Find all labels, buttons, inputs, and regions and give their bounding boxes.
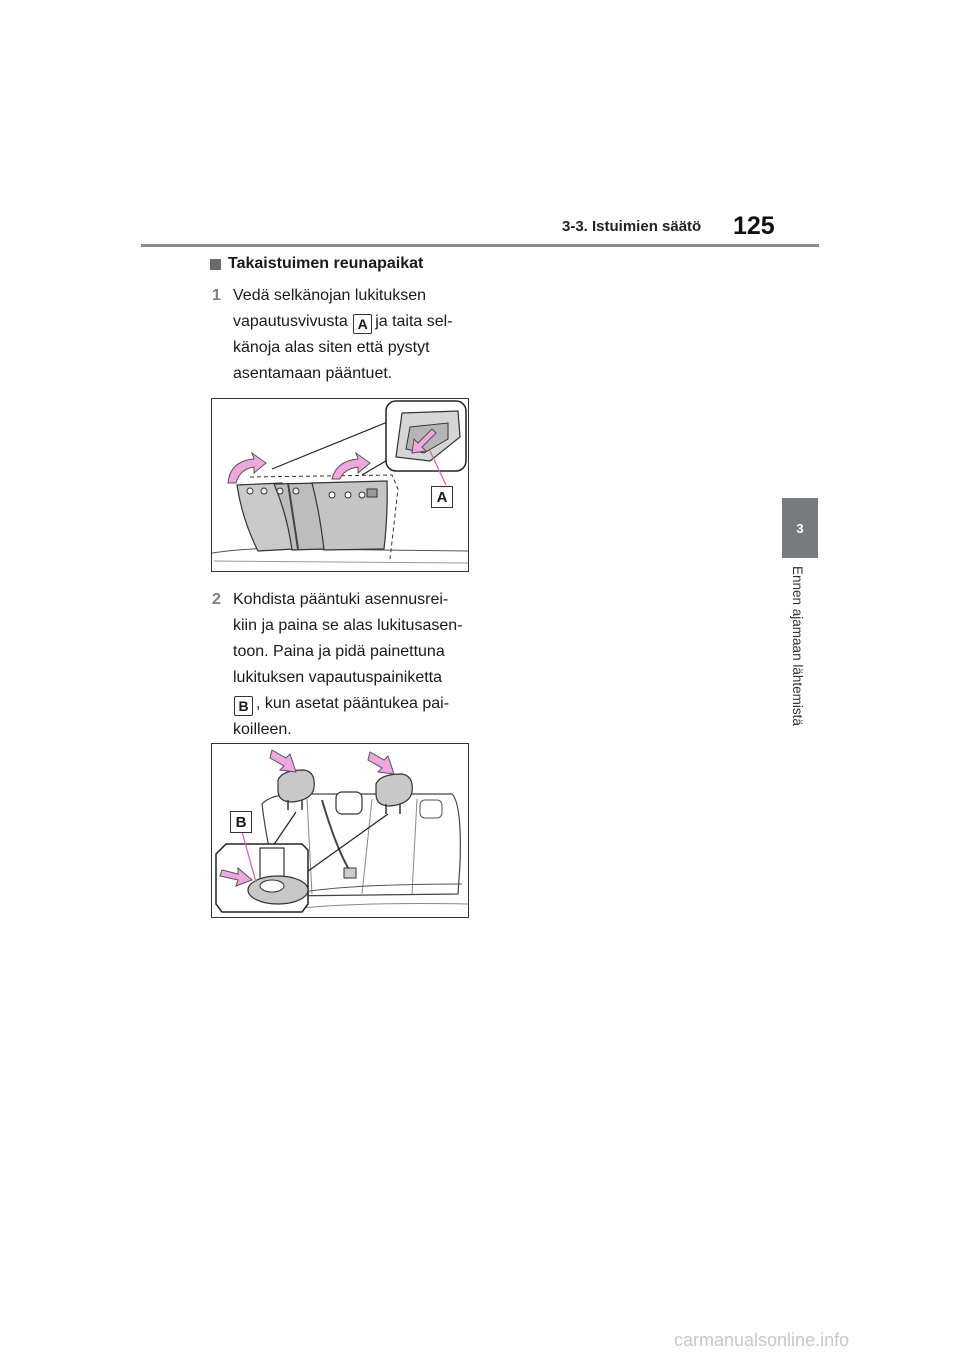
footer-watermark: carmanualsonline.info [674, 1330, 850, 1350]
callout-label-a: A [431, 486, 453, 508]
step-line: Vedä selkänojan lukituksen [233, 287, 427, 304]
figure-headrest-install [211, 743, 469, 918]
chapter-side-label [790, 566, 810, 756]
headrest-hole-icon [345, 492, 351, 498]
chapter-tab [782, 498, 818, 558]
section-heading [210, 255, 423, 273]
step-line: toon. Paina ja pidä painettuna [233, 643, 445, 660]
fold-arrow-left-icon [228, 453, 266, 483]
headrest-hole-icon [293, 488, 299, 494]
headrest-hole-icon [261, 488, 267, 494]
step-line: Kohdista pääntuki asennusrei- [233, 591, 449, 608]
page-number: 125 [733, 212, 775, 240]
chapter-title: Ennen ajamaan lähtemistä [790, 566, 805, 726]
stay-hole [260, 880, 284, 892]
push-down-arrow-left-icon [270, 750, 296, 772]
step-number: 2 [212, 591, 221, 608]
header-section-title: 3-3. Istuimien säätö [562, 218, 702, 235]
step-line: B , kun asetat pääntukea pai- [233, 691, 483, 717]
headrest-hole-icon [247, 488, 253, 494]
step-number: 1 [212, 287, 221, 304]
header-rule [141, 244, 819, 247]
chapter-number: 3 [796, 520, 804, 536]
figure-seatback-fold [211, 398, 469, 572]
step-line: koilleen. [233, 721, 292, 738]
headrest-right [376, 774, 412, 806]
headrest-hole-icon [277, 488, 283, 494]
center-headrest [336, 792, 362, 814]
seatback-fold-illustration [212, 399, 468, 571]
push-down-arrow-right-icon [368, 752, 394, 774]
seat-cushion-line [214, 561, 468, 563]
headrest-hole-icon [329, 492, 335, 498]
callout-label-b: B [230, 811, 252, 833]
step-text [233, 283, 483, 387]
step-text [233, 587, 483, 743]
headrest-left [278, 770, 314, 802]
step-line: vapautusvivusta A ja taita sel- [233, 313, 453, 332]
step-line: lukituksen vapautuspainiketta [233, 669, 443, 686]
step-line: asentamaan pääntuet. [233, 365, 393, 382]
section-heading-text: Takaistuimen reunapaikat [228, 255, 424, 272]
seat-cushion-line [292, 904, 468, 909]
release-lever-small [367, 489, 377, 497]
zoom-leader-line [272, 421, 390, 469]
headrest-hole-icon [359, 492, 365, 498]
step-line: känoja alas siten että pystyt [233, 339, 430, 356]
side-headrest-outline [420, 800, 442, 818]
label-box-a: A [353, 314, 372, 334]
seatbelt-buckle [344, 868, 356, 878]
step-line: kiin ja paina se alas lukitusasen- [233, 617, 463, 634]
label-box-b: B [234, 696, 253, 716]
square-bullet-icon [210, 259, 221, 270]
